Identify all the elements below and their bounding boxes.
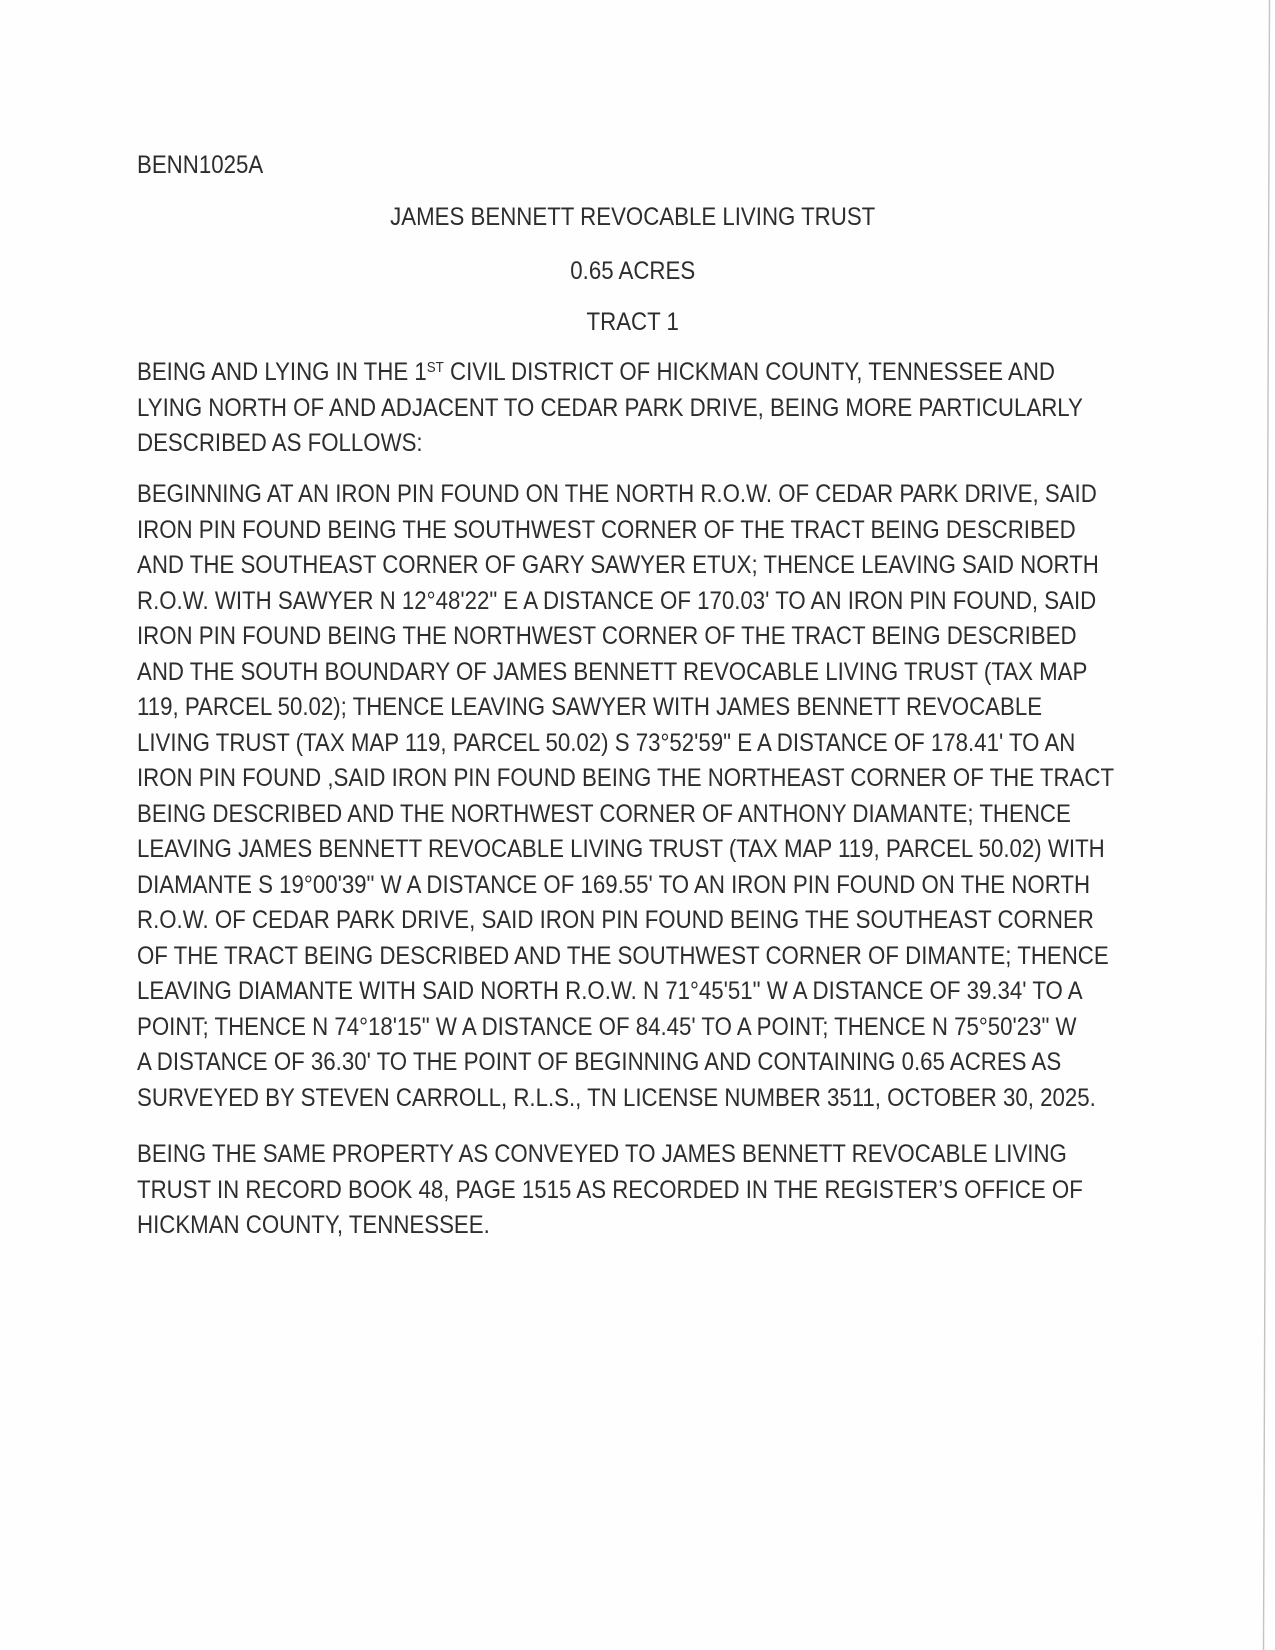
text-line: IRON PIN FOUND ,SAID IRON PIN FOUND BEING THE NORTHEAST CORNER OF THE TRACT <box>137 764 1115 792</box>
intro-first-line-start: BEING AND LYING IN THE 1 <box>137 358 427 386</box>
text-line: BEING THE SAME PROPERTY AS CONVEYED TO JAMES BENNETT REVOCABLE LIVING <box>137 1140 1067 1168</box>
intro-first-line <box>137 355 1128 391</box>
text-line: R.O.W. OF CEDAR PARK DRIVE, SAID IRON PIN FOUND BEING THE SOUTHEAST CORNER <box>137 906 1094 934</box>
ordinal-superscript: ST <box>426 359 444 376</box>
text-line: AND THE SOUTHEAST CORNER OF GARY SAWYER ETUX; THENCE LEAVING SAID NORTH <box>137 551 1099 579</box>
text-line: LYING NORTH OF AND ADJACENT TO CEDAR PARK DRIVE, BEING MORE PARTICULARLY <box>137 393 1083 422</box>
text-line: R.O.W. WITH SAWYER N 12°48'22" E A DISTANCE OF 170.03' TO AN IRON PIN FOUND, SAID <box>137 586 1097 615</box>
text-line: OF THE TRACT BEING DESCRIBED AND THE SOUTHWEST CORNER OF DIMANTE; THENCE <box>137 941 1109 970</box>
text-line: AND THE SOUTH BOUNDARY OF JAMES BENNETT REVOCABLE LIVING TRUST (TAX MAP <box>137 657 1088 686</box>
legal-description-paragraph <box>137 477 1128 1116</box>
text-line: LEAVING DIAMANTE WITH SAID NORTH R.O.W. N 71°45'51" W A DISTANCE OF 39.34' TO A <box>137 977 1083 1005</box>
text-line: DIAMANTE S 19°00'39" W A DISTANCE OF 169.55' TO AN IRON PIN FOUND ON THE NORTH <box>137 870 1091 899</box>
intro-paragraph <box>137 355 1128 462</box>
tract-subtitle: TRACT 1 <box>586 308 679 336</box>
text-line: IRON PIN FOUND BEING THE NORTHWEST CORNER OF THE TRACT BEING DESCRIBED <box>137 622 1077 650</box>
text-line: A DISTANCE OF 36.30' TO THE POINT OF BEGINNING AND CONTAINING 0.65 ACRES AS <box>137 1048 1062 1076</box>
intro-first-line-end: CIVIL DISTRICT OF HICKMAN COUNTY, TENNESSEE AND <box>443 358 1055 386</box>
text-line: DESCRIBED AS FOLLOWS: <box>137 429 423 457</box>
intro-remaining-lines <box>137 391 1128 462</box>
text-line: TRUST IN RECORD BOOK 48, PAGE 1515 AS RECORDED IN THE REGISTER’S OFFICE OF <box>137 1175 1083 1204</box>
document-code: BENN1025A <box>137 151 264 179</box>
conveyance-paragraph <box>137 1137 1128 1244</box>
text-line: BEGINNING AT AN IRON PIN FOUND ON THE NORTH R.O.W. OF CEDAR PARK DRIVE, SAID <box>137 480 1097 508</box>
text-line: BEING DESCRIBED AND THE NORTHWEST CORNER OF ANTHONY DIAMANTE; THENCE <box>137 799 1071 828</box>
text-line: IRON PIN FOUND BEING THE SOUTHWEST CORNER OF THE TRACT BEING DESCRIBED <box>137 515 1076 544</box>
document-title: JAMES BENNETT REVOCABLE LIVING TRUST <box>390 203 876 231</box>
text-line: HICKMAN COUNTY, TENNESSEE. <box>137 1211 490 1239</box>
text-line: 119, PARCEL 50.02); THENCE LEAVING SAWYER WITH JAMES BENNETT REVOCABLE <box>137 693 1043 721</box>
text-line: POINT; THENCE N 74°18'15" W A DISTANCE OF 84.45' TO A POINT; THENCE N 75°50'23" W <box>137 1012 1077 1041</box>
text-line: LIVING TRUST (TAX MAP 119, PARCEL 50.02) S 73°52'59" E A DISTANCE OF 178.41' TO AN <box>137 728 1076 757</box>
acreage-subtitle: 0.65 ACRES <box>570 257 696 285</box>
text-line: SURVEYED BY STEVEN CARROLL, R.L.S., TN LICENSE NUMBER 3511, OCTOBER 30, 2025. <box>137 1083 1096 1112</box>
text-line: LEAVING JAMES BENNETT REVOCABLE LIVING TRUST (TAX MAP 119, PARCEL 50.02) WITH <box>137 835 1105 863</box>
